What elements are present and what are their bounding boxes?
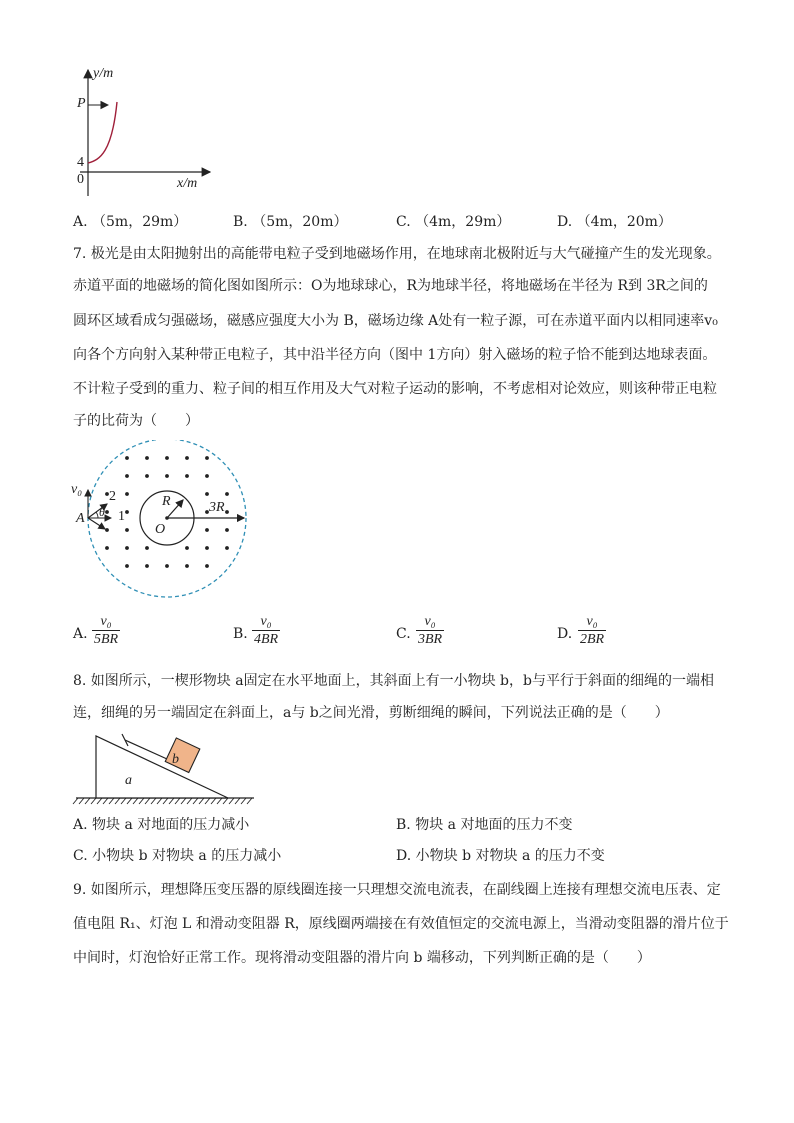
hatch-line <box>175 798 180 804</box>
hatch-line <box>223 798 228 804</box>
wedge-a <box>96 736 228 798</box>
fig6-xlabel: x/m <box>177 176 198 191</box>
fig7-3r: 3R <box>209 500 225 515</box>
field-dot <box>185 474 189 478</box>
q6-option-a: A. （5m，29m） <box>73 214 188 230</box>
fig8-a: a <box>125 773 132 788</box>
q6-option-b: B. （5m，20m） <box>233 214 348 230</box>
field-dot <box>125 546 129 550</box>
fig6-p-label: P <box>77 96 86 111</box>
field-dot <box>105 528 109 532</box>
hatch-line <box>217 798 222 804</box>
trajectory-curve <box>88 102 117 163</box>
field-dot <box>185 456 189 460</box>
hatch-line <box>181 798 186 804</box>
field-dot <box>165 564 169 568</box>
block-b <box>165 738 200 773</box>
center-point-o <box>165 516 169 520</box>
field-dot <box>225 510 229 514</box>
hatch-line <box>151 798 156 804</box>
q9-line-2: 值电阻 R₁、灯泡 L 和滑动变阻器 R，原线圈两端接在有效值恒定的交流电源上，当滑动变阻器的滑片位于 <box>73 916 729 932</box>
hatch-line <box>73 798 78 804</box>
field-dot <box>205 528 209 532</box>
field-dot <box>145 474 149 478</box>
field-dot <box>205 492 209 496</box>
hatch-line <box>139 798 144 804</box>
q7-option-c-fraction: $\frac{\text{v₀}}{3BR}$ <box>418 614 443 647</box>
hatch-line <box>115 798 120 804</box>
field-dot <box>205 474 209 478</box>
q7-line-5: 不计粒子受到的重力、粒子间的相互作用及大气对粒子运动的影响，不考虑相对论效应，则该种带正电粒 <box>73 381 717 397</box>
hatch-line <box>247 798 252 804</box>
q6-option-c: C. （4m，29m） <box>396 214 511 230</box>
field-dot <box>145 546 149 550</box>
q7-line-2: 赤道平面的地磁场的简化图如图所示：O为地球球心，R为地球半径，将地磁场在半径为 R到 3R之间的 <box>73 278 708 294</box>
field-dot <box>125 456 129 460</box>
hatch-line <box>79 798 84 804</box>
hatch-line <box>145 798 150 804</box>
field-dot <box>185 546 189 550</box>
hatch-line <box>157 798 162 804</box>
fig6-y4: 4 <box>77 155 84 170</box>
q6-graph <box>70 62 220 197</box>
field-dot <box>145 564 149 568</box>
q7-line-4: 向各个方向射入某种带正电粒子，其中沿半径方向（图中 1方向）射入磁场的粒子恰不能到达地球表面。 <box>73 347 717 363</box>
fig7-one: 1 <box>118 509 125 524</box>
ground-hatching <box>73 798 252 804</box>
theta-arc <box>96 512 98 518</box>
hatch-line <box>127 798 132 804</box>
hatch-line <box>121 798 126 804</box>
q7-line-1: 7. 极光是由太阳抛射出的高能带电粒子受到地磁场作用，在地球南北极附近与大气碰撞产生的发光现象。 <box>73 246 721 262</box>
field-dot <box>205 546 209 550</box>
q7-option-a-letter: A. <box>73 626 88 642</box>
hatch-line <box>163 798 168 804</box>
q7-option-b-fraction: $\frac{\text{v₀}}{4BR}$ <box>254 614 279 647</box>
hatch-line <box>103 798 108 804</box>
hatch-line <box>187 798 192 804</box>
q7-option-d-fraction: $\frac{\text{v₀}}{2BR}$ <box>580 614 605 647</box>
field-dot <box>225 528 229 532</box>
hatch-line <box>235 798 240 804</box>
hatch-line <box>133 798 138 804</box>
fig6-origin: 0 <box>77 172 84 187</box>
q6-option-d: D. （4m，20m） <box>557 214 672 230</box>
field-dot <box>125 510 129 514</box>
hatch-line <box>193 798 198 804</box>
field-dot <box>145 456 149 460</box>
fig7-theta: θ <box>99 505 105 519</box>
field-dot <box>105 546 109 550</box>
string-anchor <box>122 734 128 746</box>
field-dot <box>225 546 229 550</box>
q8-option-a: A. 物块 a 对地面的压力减小 <box>73 817 250 833</box>
fig7-two: 2 <box>109 489 116 504</box>
hatch-line <box>85 798 90 804</box>
field-dot <box>165 456 169 460</box>
q9-line-1: 9. 如图所示，理想降压变压器的原线圈连接一只理想交流电流表，在副线圈上连接有理想交流电压表、定 <box>73 882 721 898</box>
q7-line-3: 圆环区域看成匀强磁场，磁感应强度大小为 B，磁场边缘 A处有一粒子源，可在赤道平面内以相同速率v₀ <box>73 313 718 329</box>
field-dot <box>125 474 129 478</box>
hatch-line <box>199 798 204 804</box>
hatch-line <box>91 798 96 804</box>
q8-line-1: 8. 如图所示，一楔形物块 a固定在水平地面上，其斜面上有一小物块 b，b与平行于斜面的细绳的一端相 <box>73 673 714 689</box>
hatch-line <box>211 798 216 804</box>
field-dot <box>205 564 209 568</box>
q8-option-c: C. 小物块 b 对物块 a 的压力减小 <box>73 848 282 864</box>
q7-line-6: 子的比荷为（ ） <box>73 413 199 429</box>
fig7-r: R <box>162 494 171 509</box>
field-dot <box>185 564 189 568</box>
field-dot <box>105 510 109 514</box>
q7-option-b-letter: B. <box>233 626 248 642</box>
hatch-line <box>169 798 174 804</box>
fig7-a: A <box>76 511 85 526</box>
q8-line-2: 连，细绳的另一端固定在斜面上，a与 b之间光滑，剪断细绳的瞬间，下列说法正确的是（ ） <box>73 705 669 721</box>
field-dot <box>125 528 129 532</box>
fig8-b: b <box>172 752 179 767</box>
q8-option-d: D. 小物块 b 对物块 a 的压力不变 <box>396 848 605 864</box>
fig6-ylabel: y/m <box>93 66 114 81</box>
field-dot <box>125 492 129 496</box>
field-dot <box>225 492 229 496</box>
q8-option-b: B. 物块 a 对地面的压力不变 <box>396 817 573 833</box>
q9-line-3: 中间时，灯泡恰好正常工作。现将滑动变阻器的滑片向 b 端移动，下列判断正确的是（ ） <box>73 950 651 966</box>
q7-option-a-fraction: $\frac{\text{v₀}}{5BR}$ <box>94 614 119 647</box>
fig7-v0: v₀ <box>71 482 83 497</box>
hatch-line <box>97 798 102 804</box>
q8-wedge-figure <box>70 728 260 810</box>
field-dot <box>205 456 209 460</box>
hatch-line <box>241 798 246 804</box>
hatch-line <box>109 798 114 804</box>
field-dot <box>125 564 129 568</box>
hatch-line <box>205 798 210 804</box>
hatch-line <box>229 798 234 804</box>
field-dot <box>165 474 169 478</box>
fig7-o: O <box>155 522 166 537</box>
q7-option-c-letter: C. <box>396 626 411 642</box>
q7-option-d-letter: D. <box>557 626 573 642</box>
